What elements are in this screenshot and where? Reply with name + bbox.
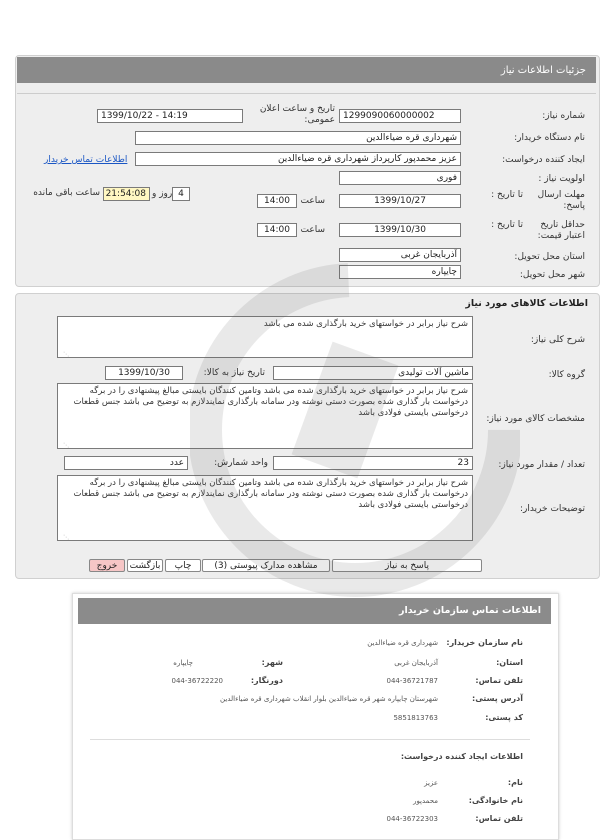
province-label: استان محل تحویل: (514, 252, 585, 262)
contact-org-label: نام سازمان خریدار: (446, 638, 523, 647)
deadline-time-field[interactable]: 14:00 (257, 194, 297, 208)
contact-phone-label: تلفن تماس: (475, 676, 523, 685)
city-label: شهر محل تحویل: (519, 270, 585, 280)
creator-family-label: نام خانوادگی: (468, 796, 523, 805)
deadline-label: مهلت ارسال پاسخ: (537, 190, 585, 211)
requester-field[interactable]: عزیز محمدپور کارپرداز شهرداری قره ضیاءالدین (135, 152, 461, 166)
deadline-time-label: ساعت (300, 196, 325, 206)
contact-org: شهرداری قره ضیاءالدین (367, 639, 438, 647)
resize-grip-icon[interactable]: ⋰ (63, 351, 69, 358)
contact-header (78, 598, 551, 624)
qty-field[interactable]: 23 (273, 456, 473, 470)
contact-province-label: استان: (496, 658, 523, 667)
resize-grip-icon[interactable]: ⋰ (63, 534, 69, 541)
contact-postal-label: کد پستی: (485, 713, 523, 722)
need-date-label: تاریخ نیاز به کالا: (203, 368, 265, 378)
priority-label: اولویت نیاز : (538, 174, 585, 184)
validity-time-label: ساعت (300, 225, 325, 235)
qty-label: تعداد / مقدار مورد نیاز: (498, 460, 585, 470)
validity-date-field[interactable]: 1399/10/30 (339, 223, 461, 237)
page-title-bar (17, 57, 596, 83)
creator-name-label: نام: (507, 778, 523, 787)
province-field[interactable]: آذربایجان غربی (339, 248, 461, 262)
priority-field[interactable]: فوری (339, 171, 461, 185)
contact-city-label: شهر: (261, 658, 283, 667)
validity-time-field[interactable]: 14:00 (257, 223, 297, 237)
creator-title: اطلاعات ایجاد کننده درخواست: (400, 752, 523, 761)
remaining-days-field: 4 (172, 187, 190, 201)
deadline-to-date-label: تا تاریخ : (491, 190, 523, 200)
group-field[interactable]: ماشین آلات تولیدی (273, 366, 473, 380)
contact-address: شهرستان چایپاره شهر قره ضیاءالدین بلوار انقلاب شهرداری قره ضیاءالدین (220, 695, 438, 703)
announce-field[interactable]: 1399/10/22 - 14:19 (97, 109, 243, 123)
resize-grip-icon[interactable]: ⋰ (63, 442, 69, 449)
contact-fax: 044-36722220 (171, 677, 223, 685)
header-underline (17, 93, 596, 94)
spec-text: شرح نیاز برابر در خواستهای خرید بارگذاری شده می باشد وتامین کنندگان بایستی مبالغ پیشنهادی را در برگه درخواست بار گذاری شده بصورت دستی نوشته ودر سامانه بارگذاری نمایندلازم به توضیح می باشد جنس قطعات درخواستی بایستی فولادی باشد (73, 386, 468, 418)
days-word: روز و (152, 189, 173, 199)
unit-label: واحد شمارش: (214, 458, 268, 468)
contact-title: اطلاعات تماس سازمان خریدار (398, 605, 541, 616)
unit-field[interactable]: عدد (64, 456, 188, 470)
spec-textarea[interactable] (57, 383, 473, 449)
goods-section-title: اطلاعات کالاهای مورد نیاز (465, 298, 588, 309)
creator-name: عزیز (424, 779, 438, 787)
buyer-notes-textarea[interactable] (57, 475, 473, 541)
buyer-label: نام دستگاه خریدار: (514, 133, 585, 143)
reply-button[interactable]: پاسخ به نیاز (332, 559, 482, 572)
need-date-field[interactable]: 1399/10/30 (105, 366, 183, 380)
buyer-contact-link[interactable]: اطلاعات تماس خریدار (44, 155, 128, 165)
buyer-notes-text: شرح نیاز برابر در خواستهای خرید بارگذاری شده می باشد وتامین کنندگان بایستی مبالغ پیشنهادی را در برگه درخواست بار گذاری شده بصورت دستی نوشته ودر سامانه بارگذاری نمایندلازم به توضیح می باشد جنس قطعات درخواستی بایستی فولادی باشد (73, 478, 468, 510)
remaining-time-field: 21:54:08 (103, 187, 150, 201)
back-button[interactable]: بازگشت (127, 559, 163, 572)
remaining-label: ساعت باقی مانده (33, 188, 100, 198)
contact-postal: 5851813763 (393, 714, 438, 722)
buyer-notes-label: توضیحات خریدار: (519, 504, 585, 514)
contact-city: چایپاره (173, 659, 193, 667)
creator-family: محمدپور (413, 797, 438, 805)
buyer-field[interactable]: شهرداری قره ضیاءالدین (135, 131, 461, 145)
contact-province: آذربایجان غربی (394, 659, 438, 667)
validity-to-date-label: تا تاریخ : (491, 220, 523, 230)
announce-label: تاریخ و ساعت اعلان عمومی: (259, 104, 335, 125)
contact-address-label: آدرس پستی: (472, 694, 523, 703)
validity-label: حداقل تاریخ اعتبار قیمت: (537, 220, 585, 241)
general-textarea[interactable] (57, 316, 473, 358)
page-title: جزئیات اطلاعات نیاز (500, 65, 586, 76)
general-label: شرح کلی نیاز: (530, 335, 585, 345)
contact-divider (90, 739, 530, 740)
city-field[interactable]: چایپاره (339, 265, 461, 279)
contact-fax-label: دورنگار: (250, 676, 283, 685)
need-number-label: شماره نیاز: (542, 111, 585, 121)
contact-phone: 044-36721787 (386, 677, 438, 685)
requester-label: ایجاد کننده درخواست: (502, 155, 585, 165)
print-button[interactable]: چاپ (165, 559, 201, 572)
spec-label: مشخصات کالای مورد نیاز: (486, 414, 585, 424)
general-text: شرح نیاز برابر در خواستهای خرید بارگذاری شده می باشد (263, 319, 468, 329)
need-number-field[interactable]: 1299090060000002 (339, 109, 461, 123)
deadline-date-field[interactable]: 1399/10/27 (339, 194, 461, 208)
group-label: گروه کالا: (548, 370, 585, 380)
exit-button[interactable]: خروج (89, 559, 125, 572)
need-details-card (15, 55, 600, 287)
creator-phone-label: تلفن تماس: (475, 814, 523, 823)
attachments-button[interactable]: مشاهده مدارک پیوستی (3) (202, 559, 330, 572)
creator-phone: 044-36722303 (386, 815, 438, 823)
